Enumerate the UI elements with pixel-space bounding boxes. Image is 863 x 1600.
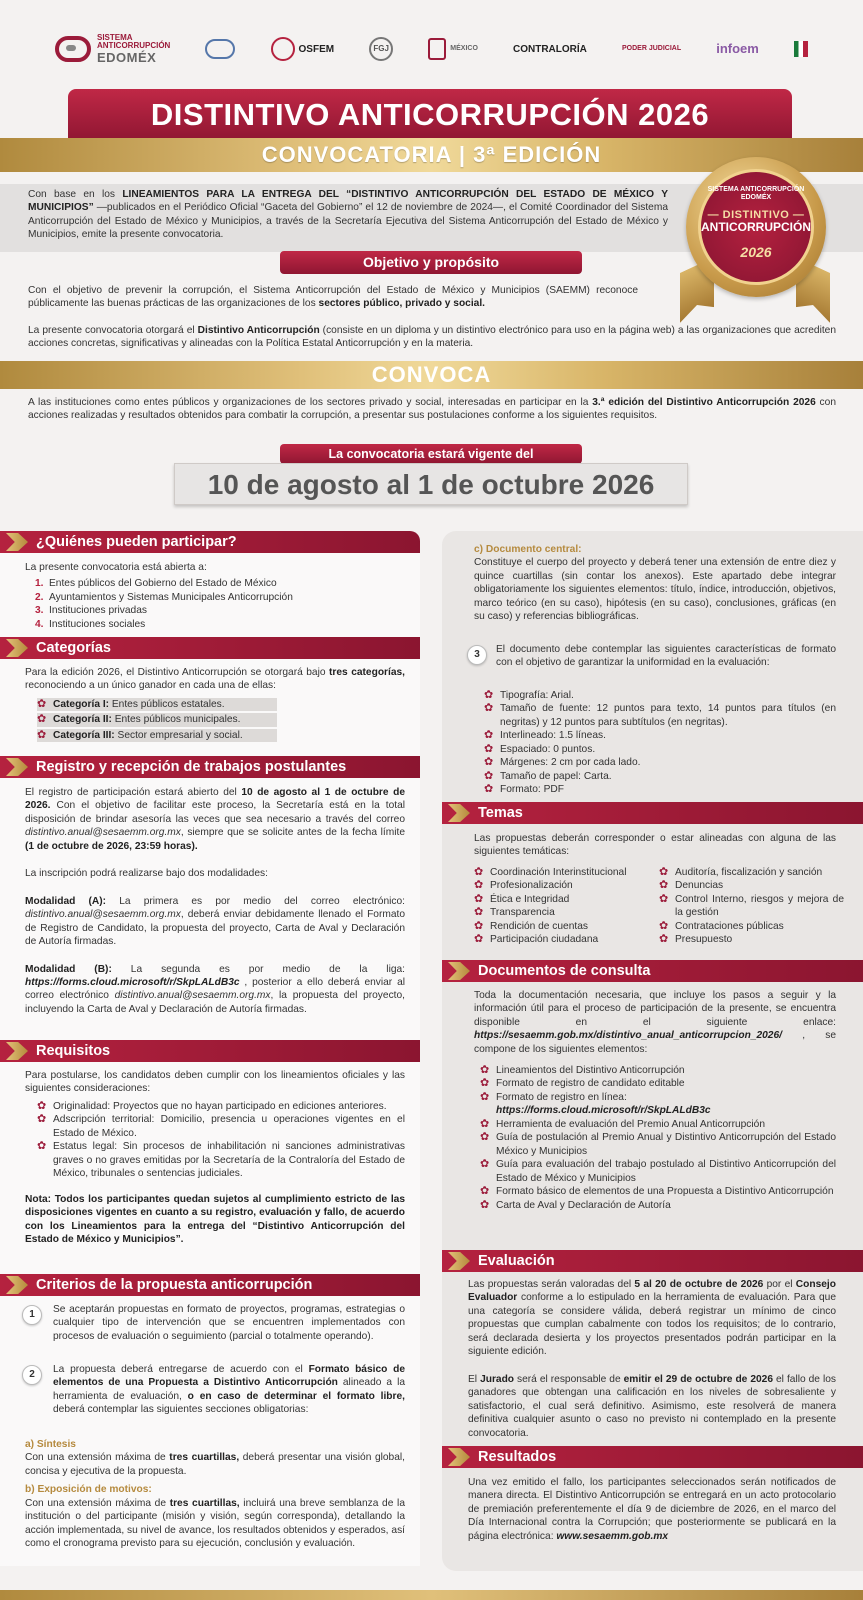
- vigencia-label: La convocatoria estará vigente del: [280, 444, 582, 464]
- registro-heading: Registro y recepción de trabajos postulantes: [0, 756, 420, 778]
- list-item: ✿ Originalidad: Proyectos que no hayan participado en ediciones anteriores.: [37, 1099, 387, 1112]
- gear-icon: ✿: [659, 919, 669, 932]
- quienes-intro: La presente convocatoria está abierta a:: [25, 562, 207, 573]
- temas-list: [474, 866, 844, 947]
- gear-icon: ✿: [484, 756, 494, 769]
- criterios-heading: Criterios de la propuesta anticorrupción: [0, 1274, 420, 1296]
- list-item: ✿ Coordinación Interinstitucional: [474, 866, 627, 878]
- list-item: ✿ Espaciado: 0 puntos.: [484, 742, 596, 755]
- sesaemm-link[interactable]: www.sesaemm.gob.mx: [556, 1530, 669, 1542]
- gear-icon: ✿: [37, 697, 47, 710]
- formato-list: [484, 689, 836, 797]
- requisitos-intro: Para postularse, los candidatos deben cumplir con los lineamientos oficiales y las siguientes consideraciones:: [25, 1070, 405, 1095]
- bottom-stripe: [0, 1590, 863, 1600]
- list-item: ✿ Guía para evaluación del trabajo postulado al Distintivo Anticorrupción del Estado de México y Municipios: [480, 1158, 836, 1184]
- gear-icon: ✿: [659, 892, 669, 905]
- medal-text: SISTEMA ANTICORRUPCIÓN: [707, 186, 805, 193]
- list-item: ✿ Márgenes: 2 cm por cada lado.: [484, 756, 641, 769]
- list-item: ✿ Categoría II: Entes públicos municipales.: [37, 713, 277, 726]
- list-item: ✿ Transparencia: [474, 906, 555, 919]
- gear-icon: ✿: [480, 1064, 490, 1076]
- gear-icon: ✿: [474, 919, 484, 932]
- quienes-list: [35, 577, 405, 631]
- logo-text: MÉXICO: [450, 45, 478, 53]
- requisitos-heading: Requisitos: [0, 1040, 420, 1062]
- exposicion-label: b) Exposición de motivos:: [25, 1484, 152, 1496]
- medal-text: — DISTINTIVO —: [707, 209, 805, 222]
- page-title: DISTINTIVO ANTICORRUPCIÓN 2026: [68, 89, 792, 141]
- gear-icon: ✿: [480, 1077, 490, 1090]
- gear-icon: ✿: [659, 879, 669, 892]
- step-1-icon: 1: [22, 1305, 42, 1325]
- gear-icon: ✿: [480, 1117, 490, 1130]
- list-item: 4. Instituciones sociales: [35, 618, 146, 630]
- gear-icon: ✿: [474, 892, 484, 905]
- documentos-heading: Documentos de consulta: [442, 960, 863, 982]
- logo-strip: [55, 28, 808, 70]
- list-item: 2. Ayuntamientos y Sistemas Municipales Anticorrupción: [35, 591, 293, 603]
- list-item: ✿ Profesionalización: [474, 879, 573, 892]
- gear-icon: ✿: [480, 1090, 490, 1103]
- requisitos-section: [25, 1069, 405, 1246]
- medal-text: ANTICORRUPCIÓN: [701, 220, 811, 235]
- resultados-heading: Resultados: [442, 1446, 863, 1468]
- registro-paragraph-2: La inscripción podrá realizarse bajo dos modalidades:: [25, 868, 268, 880]
- temas-heading: Temas: [442, 802, 863, 824]
- documento-central-label: c) Documento central:: [474, 544, 582, 555]
- objetivo-paragraph-1: Con el objetivo de prevenir la corrupción, el Sistema Anticorrupción del Estado de México y Municipios (SAEMM) reconoce públicamente las buenas prácticas de las organizaciones de los sectores público, privado y social.: [28, 285, 638, 310]
- logo-text: FGJ: [369, 37, 393, 61]
- gear-icon: ✿: [480, 1131, 490, 1144]
- list-item: ✿ Carta de Aval y Declaración de Autoría: [480, 1198, 671, 1211]
- list-item: ✿ Formato básico de elementos de una Propuesta a Distintivo Anticorrupción: [480, 1185, 834, 1198]
- list-item: ✿ Estatus legal: Sin procesos de inhabilitación ni sanciones administrativas graves o no graves emitidas por la Secretaría de la Contraloría del Estado de México, tribunales o sentencias judiciales.: [37, 1140, 405, 1180]
- gear-icon: ✿: [37, 1099, 47, 1112]
- page-subtitle: CONVOCATORIA | 3ª EDICIÓN: [0, 138, 863, 172]
- documento-central: [474, 543, 836, 624]
- step-2-icon: 2: [22, 1365, 42, 1385]
- quienes-heading: ¿Quiénes pueden participar?: [0, 531, 420, 553]
- criterio-1: Se aceptarán propuestas en formato de proyectos, programas, estrategias o cualquier tipo de intervención que se encuentren implementados con procesos de evaluación o seguimiento (parcial o totalmente operando).: [53, 1304, 405, 1342]
- evaluacion-heading: Evaluación: [442, 1250, 863, 1272]
- gear-icon: ✿: [474, 906, 484, 919]
- resultados-paragraph: Una vez emitido el fallo, los participantes seleccionados serán notificados de manera directa. El Distintivo Anticorrupción se entregará en un acto protocolario de premiación preferentemente el día 9 de diciembre de 2026, en el marco del Día Internacional contra la Corrupción; que posteriormente se publicará en la página electrónica: www.sesaemm.gob.mx: [468, 1477, 836, 1542]
- criterio-2: La propuesta deberá entregarse de acuerdo con el Formato básico de elementos de una Propuesta a Distintivo Anticorrupción alineado a la herramienta de evaluación, o en caso de determinar el formato libre, deberá contemplar las siguientes secciones obligatorias:: [53, 1364, 405, 1416]
- list-item: ✿ Formato de registro de candidato editable: [480, 1077, 685, 1090]
- logo-text: EDOMÉX: [97, 49, 157, 65]
- logo-text: SISTEMA: [97, 32, 133, 42]
- list-item: 1. Entes públicos del Gobierno del Estado de México: [35, 578, 277, 590]
- list-item: ✿ Categoría I: Entes públicos estatales.: [37, 698, 277, 711]
- list-item: ✿ Rendición de cuentas: [474, 919, 588, 932]
- gear-icon: ✿: [474, 933, 484, 946]
- gear-icon: ✿: [484, 769, 494, 782]
- gear-icon: ✿: [480, 1185, 490, 1198]
- list-item: ✿ Presupuesto: [659, 933, 733, 946]
- documentos-paragraph: Toda la documentación necesaria, que incluye los pasos a seguir y la información útil para el proceso de participación de la presente, se encuentra disponible en el siguiente enlace: https://sesaemm.gob.mx/distintivo_anual_anticorrupcion_2026/ , se compone de los siguientes elementos:: [474, 990, 836, 1055]
- list-item: ✿ Formato de registro en línea: https://forms.cloud.microsoft/r/SkpLALdB3c: [480, 1090, 711, 1117]
- sistema-anticorrupcion-logo: [55, 34, 170, 64]
- evaluacion-section: [468, 1278, 836, 1440]
- list-item: ✿ Participación ciudadana: [474, 933, 599, 946]
- gear-icon: ✿: [659, 866, 669, 878]
- list-item: ✿ Herramienta de evaluación del Premio Anual Anticorrupción: [480, 1117, 765, 1130]
- gear-icon: ✿: [484, 689, 494, 701]
- logo-text: ANTICORRUPCIÓN: [97, 41, 171, 51]
- gear-icon: ✿: [484, 783, 494, 796]
- gear-icon: ✿: [474, 866, 484, 878]
- categorias-list: [37, 698, 405, 742]
- list-item: ✿ Denuncias: [659, 879, 724, 892]
- logo-text: OSFEM: [298, 43, 335, 55]
- categorias-heading: Categorías: [0, 637, 420, 659]
- gear-icon: ✿: [484, 702, 494, 715]
- documento-central-text: Constituye el cuerpo del proyecto y deberá tener una extensión de entre diez y quince cuartillas (sin contar los anexos). Este apartado debe integrar obligatoriamente los siguientes elementos: título, índice, introducción, objetivos, marco teórico (en su caso), hipótesis (en su caso), conclusiones, gráficas (en su caso) y referencias bibliográficas.: [474, 557, 836, 623]
- list-item: ✿ Contrataciones públicas: [659, 919, 784, 932]
- registro-paragraph-1: El registro de participación estará abierto del 10 de agosto al 1 de octubre de 2026. Con el objetivo de facilitar este proceso, la Secretaría está en la total disposición de brindar asesoría las veces que sea necesario a través del correo distintivo.anual@sesaemm.org.mx, siempre que se solicite antes de la fecha límite (1 de octubre de 2026, 23:59 horas).: [25, 787, 405, 852]
- vigencia-dates: 10 de agosto al 1 de octubre 2026: [174, 463, 688, 505]
- step-3-icon: 3: [467, 645, 487, 665]
- gear-icon: ✿: [37, 728, 47, 741]
- categorias-section: [25, 666, 405, 744]
- poder-judicial-logo: [622, 45, 681, 53]
- osfem-logo: [271, 37, 335, 61]
- requisitos-list: [37, 1100, 405, 1181]
- list-item: ✿ Guía de postulación al Premio Anual y Distintivo Anticorrupción del Estado México y Municipios: [480, 1131, 836, 1157]
- partner-logo-1: [205, 39, 235, 59]
- quienes-section: [25, 561, 405, 631]
- distintivo-medal: [686, 157, 826, 297]
- documentos-link[interactable]: https://sesaemm.gob.mx/distintivo_anual_anticorrupcion_2026/: [474, 1030, 782, 1042]
- list-item: ✿ Tamaño de fuente: 12 puntos para texto, 14 puntos para títulos (en negritas) y 12 puntos para subtítulos (en negritas).: [484, 702, 836, 728]
- contraloria-logo: [513, 44, 587, 55]
- fgj-logo: [369, 37, 393, 61]
- logo-text: CONTRALORÍA: [513, 43, 587, 55]
- sintesis-label: a) Síntesis: [25, 1439, 76, 1450]
- criterios-secciones: [25, 1438, 405, 1551]
- criterio-3: El documento debe contemplar las siguientes características de formato con el objetivo de garantizar la uniformidad en la evaluación:: [496, 644, 836, 669]
- requisitos-nota: Nota: Todos los participantes quedan sujetos al cumplimiento estricto de las disposiciones vigentes en cuanto a su registro, evaluación y fallo, de acuerdo con los Lineamientos para la entrega del “Distintivo Anticorrupción del Estado de México y Municipios”.: [25, 1193, 405, 1245]
- list-item: ✿ Formato: PDF: [484, 783, 564, 796]
- evaluacion-paragraph-1: Las propuestas serán valoradas del 5 al 20 de octubre de 2026 por el Consejo Evaluador conforme a lo estipulado en la herramienta de evaluación. Para que una categoría se considere válida, deberá registrar un mínimo de cinco propuestas que cumplan cabalmente con todos los requisitos; de lo contrario, será declarada desierta y los proyectos presentados podrán participar en la siguiente edición.: [468, 1279, 836, 1358]
- documentos-list: [480, 1064, 836, 1212]
- medal-year: 2026: [740, 243, 772, 260]
- gear-icon: ✿: [484, 742, 494, 755]
- registro-section: [25, 786, 405, 1016]
- evaluacion-paragraph-2: El Jurado será el responsable de emitir el 29 de octubre de 2026 el fallo de los ganadores que obtengan una calificación en los niveles de sobresaliente y satisfactorio, el cual será definitivo. Asimismo, este resolverá de manera definitiva cualquier asunto o caso no previsto ni contemplado en la presente convocatoria.: [468, 1373, 836, 1439]
- list-item: ✿ Ética e Integridad: [474, 892, 570, 905]
- registro-form-link[interactable]: https://forms.cloud.microsoft/r/SkpLALdB3c: [25, 976, 240, 988]
- medal-text: EDOMÉX: [740, 193, 772, 201]
- modalidad-b: Modalidad (B): La segunda es por medio de la liga: https://forms.cloud.microsoft/r/SkpLALdB3c , posterior a ello deberá enviar al correo electrónico distintivo.anual@sesaemm.org.mx, la propuesta del proyecto, incluyendo la Carta de Aval y Declaración de Autoría firmadas.: [25, 963, 405, 1015]
- edomex-logo: [428, 38, 478, 60]
- list-item: ✿ Tamaño de papel: Carta.: [484, 769, 612, 782]
- list-item: ✿ Lineamientos del Distintivo Anticorrupción: [480, 1064, 685, 1076]
- gear-icon: ✿: [659, 933, 669, 946]
- exposicion-text: Con una extensión máxima de tres cuartillas, incluirá una breve semblanza de la institución o del participante (misión y visión, según corresponda), detallando la acción implementada, su nivel de avance, los resultados obtenidos y esperados, así como el cronograma previsto para su ejecución, conclusión y evaluación.: [25, 1497, 405, 1550]
- objetivo-paragraph-2: La presente convocatoria otorgará el Distintivo Anticorrupción (consiste en un diploma y un distintivo electrónico para uso en la página web) a las organizaciones que acrediten acciones concretas, significativas y alineadas con la Política Estatal Anticorrupción y en la materia.: [28, 325, 836, 350]
- gear-icon: ✿: [37, 1140, 47, 1153]
- logo-text: PODER JUDICIAL: [621, 45, 682, 53]
- convoca-paragraph: A las instituciones como entes públicos y organizaciones de los sectores privado y social, interesadas en participar en la 3.ª edición del Distintivo Anticorrupción 2026 con acciones realizadas y resultados obtenidos para combatir la corrupción, a presentar sus postulaciones conforme a los siguientes requisitos.: [28, 397, 836, 422]
- logo-text: infoem: [716, 40, 759, 56]
- formato-registro-link[interactable]: https://forms.cloud.microsoft/r/SkpLALdB3c: [496, 1105, 711, 1117]
- infoem-logo: [716, 42, 759, 56]
- gear-icon: ✿: [37, 713, 47, 726]
- list-item: ✿ Interlineado: 1.5 líneas.: [484, 729, 606, 742]
- modalidad-a: Modalidad (A): La primera es por medio del correo electrónico: distintivo.anual@sesaemm.org.mx, deberá enviar debidamente llenado el Formato de Registro de Candidato, la propuesta del proyecto, Carta de Aval y Declaración de Autoría firmadas.: [25, 895, 405, 948]
- intro-paragraph: Con base en los LINEAMIENTOS PARA LA ENTREGA DEL “DISTINTIVO ANTICORRUPCIÓN DEL ESTADO DE MÉXICO Y MUNICIPIOS” —publicados en el Periódico Oficial “Gaceta del Gobierno” el 12 de noviembre de 2024—, el Comité Coordinador del Sistema Anticorrupción del Estado de México y Municipios, a través de la Secretaría Ejecutiva del Sistema Anticorrupción del Estado de México y Municipios, emite la presente convocatoria.: [28, 189, 668, 241]
- gear-icon: ✿: [480, 1158, 490, 1171]
- gear-icon: ✿: [37, 1113, 47, 1126]
- list-item: 3. Instituciones privadas: [35, 605, 147, 617]
- list-item: ✿ Auditoría, fiscalización y sanción: [659, 866, 823, 878]
- objetivo-heading: Objetivo y propósito: [280, 251, 582, 274]
- convoca-heading: CONVOCA: [0, 361, 863, 389]
- sintesis-text: Con una extensión máxima de tres cuartillas, deberá presentar una visión global, concisa y ejecutiva de la propuesta.: [25, 1452, 405, 1477]
- gear-icon: ✿: [474, 879, 484, 892]
- categorias-intro: Para la edición 2026, el Distintivo Anticorrupción se otorgará bajo tres categorías, reconociendo a un único ganador en cada una de ellas:: [25, 667, 405, 692]
- gear-icon: ✿: [480, 1198, 490, 1211]
- temas-intro: Las propuestas deberán corresponder o estar alineadas con alguna de las siguientes temáticas:: [474, 833, 836, 858]
- tribunal-logo: [794, 41, 808, 57]
- list-item: ✿ Control Interno, riesgos y mejora de la gestión: [659, 892, 844, 919]
- list-item: ✿ Tipografía: Arial.: [484, 689, 574, 701]
- gear-icon: ✿: [484, 729, 494, 742]
- list-item: ✿ Categoría III: Sector empresarial y social.: [37, 729, 277, 742]
- list-item: ✿ Adscripción territorial: Domicilio, presencia u operaciones vigentes en el Estado de México.: [37, 1113, 405, 1139]
